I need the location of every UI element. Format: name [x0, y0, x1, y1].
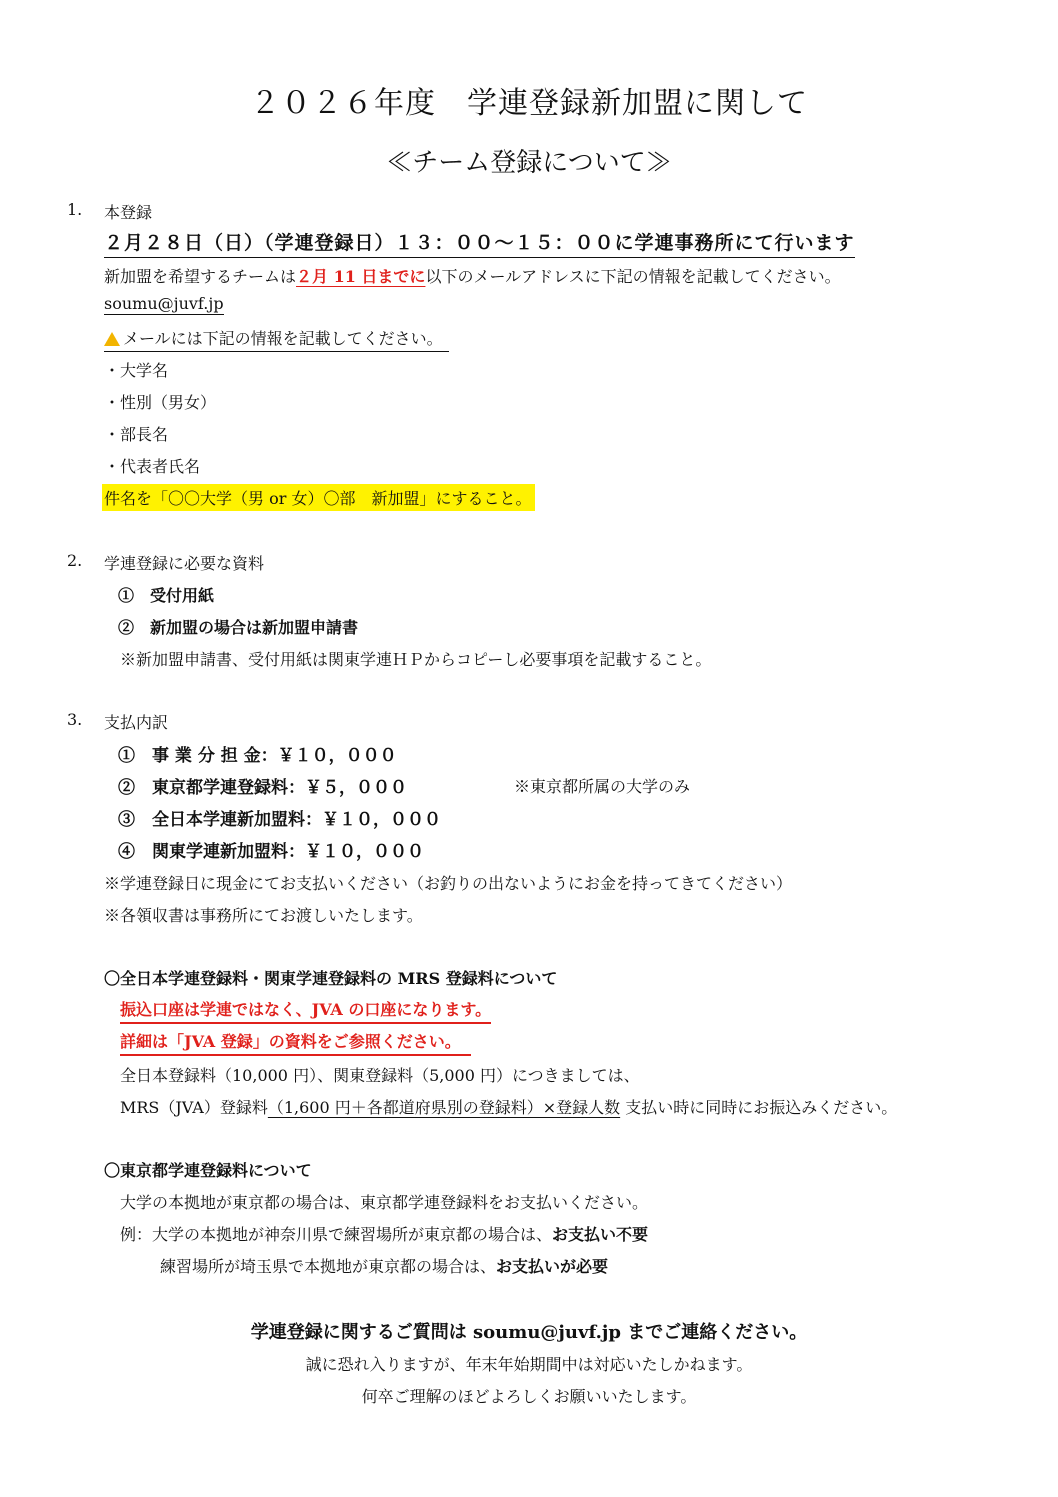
application-instruction: [104, 264, 841, 287]
tokyo-line: 大学の本拠地が東京都の場合は、東京都学連登録料をお支払いください。: [120, 1193, 649, 1212]
section1-number: 1.: [67, 200, 83, 219]
document-title: ２０２６年度 学連登録新加盟に関して: [250, 86, 808, 121]
mrs-heading: 〇全日本学連登録料・関東学連登録料の MRS 登録料について: [104, 969, 558, 988]
closing-line: 何卒ご理解のほどよろしくお願いいたします。: [361, 1387, 697, 1406]
mrs-payment-post: 支払い時に同時にお振込みください。: [625, 1098, 898, 1117]
holiday-notice: 誠に恐れ入りますが、年末年始期間中は対応いたしかねます。: [305, 1355, 753, 1374]
fee-item: ① 事 業 分 担 金：￥１０，０００: [118, 746, 397, 766]
section1-heading: 本登録: [104, 203, 153, 222]
required-item: ・大学名: [104, 361, 169, 380]
section3-heading: 支払内訳: [104, 713, 169, 732]
fee-item: ② 東京都学連登録料：￥５，０００: [118, 778, 407, 798]
document-subtitle: ≪チーム登録について≫: [386, 148, 672, 178]
document-item: ② 新加盟の場合は新加盟申請書: [118, 618, 359, 637]
tokyo-example-1-text: 例：大学の本拠地が神奈川県で練習場所が東京都の場合は、: [120, 1225, 553, 1244]
warning-icon: [104, 332, 120, 346]
fee-item: ③ 全日本学連新加盟料：￥１０，０００: [118, 810, 441, 830]
fee-item-note: ※東京都所属の大学のみ: [514, 777, 691, 796]
subject-line-note: 件名を「〇〇大学（男 or 女）〇部 新加盟」にすること。: [102, 484, 535, 511]
payment-note: ※学連登録日に現金にてお支払いください（お釣りの出ないようにお金を持ってきてください）: [104, 874, 793, 893]
mrs-detail-note: 詳細は「JVA 登録」の資料をご参照ください。: [120, 1029, 471, 1056]
documents-note: ※新加盟申請書、受付用紙は関東学連ＨＰからコピーし必要事項を記載すること。: [120, 650, 712, 669]
tokyo-example-2-text: 練習場所が埼玉県で本拠地が東京都の場合は、: [160, 1257, 497, 1276]
contact-email[interactable]: soumu@juvf.jp: [104, 294, 224, 313]
tokyo-example-1-result: お支払い不要: [552, 1225, 649, 1244]
required-item: ・代表者氏名: [104, 457, 201, 476]
tokyo-example-2: [160, 1254, 608, 1277]
mrs-payment-pre: MRS（JVA）登録料: [120, 1098, 268, 1117]
required-item: ・部長名: [104, 425, 169, 444]
warning-note: [104, 326, 449, 352]
document-item: ① 受付用紙: [118, 586, 215, 605]
mrs-account-note: 振込口座は学連ではなく、JVA の口座になります。: [120, 997, 491, 1024]
section2-number: 2.: [67, 551, 83, 570]
registration-schedule: ２月２８日（日）（学連登録日）１３：００～１５：００に学連事務所にて行います: [104, 228, 855, 258]
mrs-payment-formula: （1,600 円＋各都道府県別の登録料）×登録人数: [267, 1098, 621, 1117]
mrs-payment-line: [120, 1095, 897, 1118]
tokyo-example-2-result: お支払いが必要: [496, 1257, 609, 1276]
instruction-pre: 新加盟を希望するチームは: [104, 267, 297, 286]
section2-heading: 学連登録に必要な資料: [104, 554, 265, 573]
receipt-note: ※各領収書は事務所にてお渡しいたします。: [104, 906, 423, 925]
mrs-fee-line: 全日本登録料（10,000 円）、関東登録料（5,000 円）につきましては、: [120, 1066, 640, 1085]
contact-line: 学連登録に関するご質問は soumu@juvf.jp までご連絡ください。: [250, 1322, 808, 1343]
tokyo-heading: 〇東京都学連登録料について: [104, 1161, 312, 1180]
deadline: ２月 11 日までに: [296, 267, 426, 286]
warning-text: メールには下記の情報を記載してください。: [123, 329, 443, 348]
section3-number: 3.: [67, 710, 83, 729]
fee-item: ④ 関東学連新加盟料：￥１０，０００: [118, 842, 424, 862]
required-item: ・性別（男女）: [104, 393, 217, 412]
tokyo-example-1: [120, 1222, 648, 1245]
instruction-post: 以下のメールアドレスに下記の情報を記載してください。: [425, 267, 841, 286]
